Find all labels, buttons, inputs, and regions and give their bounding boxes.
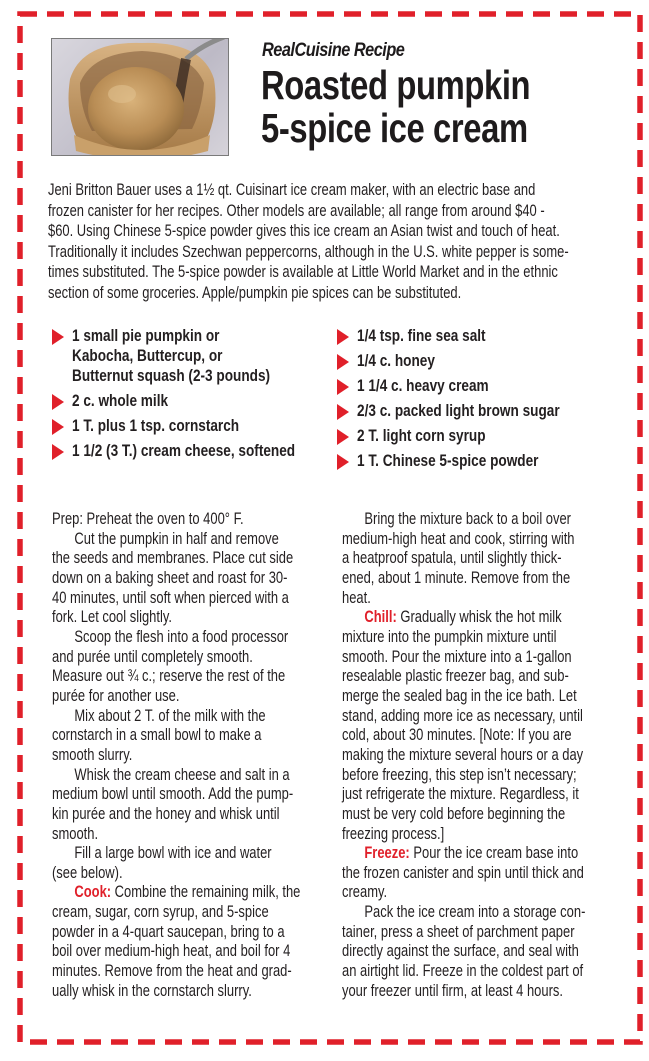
direction-text: purée for another use. — [52, 686, 180, 705]
intro-line: Jeni Britton Bauer uses a 1½ qt. Cuisinart ice cream maker, with an electric base and — [48, 181, 536, 199]
direction-text: Bring the mixture back to a boil over — [364, 510, 571, 528]
direction-text: your freezer until firm, at least 4 hours. — [342, 981, 563, 1000]
direction-line — [52, 766, 324, 786]
bullet-triangle-icon — [337, 404, 349, 420]
direction-text: down on a baking sheet and roast for 30- — [52, 568, 288, 587]
direction-line — [342, 962, 614, 982]
direction-text: Whisk the cream cheese and salt in a — [74, 765, 290, 784]
direction-line — [342, 864, 614, 884]
direction-line — [52, 805, 324, 825]
direction-text: creamy. — [342, 883, 388, 902]
step-label: Freeze: — [364, 844, 410, 863]
direction-line — [342, 648, 614, 668]
direction-text: cornstarch in a small bowl to make a — [52, 726, 262, 745]
ingredient-item — [52, 326, 344, 385]
bullet-triangle-icon — [337, 429, 349, 445]
direction-text: boil over medium-high heat, and boil for 4 — [52, 942, 291, 961]
direction-text: tainer, press a sheet of parchment paper — [342, 922, 575, 941]
intro-line: section of some groceries. Apple/pumpkin pie spices can be substituted. — [48, 283, 462, 302]
ingredient-text: 1 small pie pumpkin or — [72, 326, 220, 345]
ingredient-text: 2 T. light corn syrup — [357, 425, 486, 445]
direction-text: Pour the ice cream base into — [409, 844, 579, 863]
direction-text: just refrigerate the mixture. Regardless, it — [342, 785, 579, 804]
title-line: 5-spice ice cream — [261, 105, 528, 151]
direction-line — [52, 589, 324, 609]
direction-line — [342, 903, 614, 923]
direction-line — [52, 530, 324, 550]
direction-line — [52, 962, 324, 982]
direction-text: medium-high heat and cook, stirring with — [342, 529, 575, 548]
bullet-triangle-icon — [337, 454, 349, 470]
direction-text: smooth. — [52, 824, 99, 843]
direction-line — [52, 864, 324, 884]
direction-text: minutes. Remove from the heat and grad- — [52, 962, 292, 981]
bullet-triangle-icon — [337, 354, 349, 370]
direction-text: medium bowl until smooth. Add the pump- — [52, 785, 294, 804]
intro-line: frozen canister for her recipes. Other models are available; all range from around $40 - — [48, 201, 545, 220]
direction-line — [342, 942, 614, 962]
recipe-title — [261, 64, 530, 150]
direction-text: heat. — [342, 588, 371, 607]
direction-text: before freezing, this step isn’t necessary; — [342, 765, 577, 784]
ingredients-list-left — [52, 326, 344, 466]
intro-line: $60. Using Chinese 5-spice powder gives this ice cream an Asian twist and touch of heat. — [48, 222, 560, 241]
direction-line — [52, 608, 324, 628]
ice-cream-photo — [51, 38, 229, 156]
direction-text: ened, about 1 minute. Remove from the — [342, 568, 571, 587]
direction-text: Combine the remaining milk, the — [111, 883, 301, 902]
directions-column-left — [52, 510, 324, 1001]
direction-line — [52, 923, 324, 943]
ingredients-list-right — [337, 326, 604, 476]
direction-text: mixture into the pumpkin mixture until — [342, 627, 557, 646]
ingredient-item — [337, 326, 604, 346]
bullet-triangle-icon — [52, 419, 64, 435]
direction-text: a heatproof spatula, until slightly thick- — [342, 549, 562, 568]
ingredient-item — [337, 401, 604, 421]
ingredient-text: 1/4 c. honey — [357, 350, 435, 370]
ingredient-text: 1 T. Chinese 5-spice powder — [357, 450, 539, 470]
direction-text: merge the sealed bag in the ice bath. Let — [342, 686, 577, 705]
direction-text: an airtight lid. Freeze in the coldest part of — [342, 962, 584, 981]
direction-line — [342, 667, 614, 687]
ingredient-item — [52, 441, 344, 461]
directions-column-right — [342, 510, 614, 1001]
direction-line — [342, 883, 614, 903]
direction-text: Mix about 2 T. of the milk with the — [74, 706, 266, 725]
direction-line — [342, 628, 614, 648]
direction-line — [52, 648, 324, 668]
ingredient-item — [52, 391, 344, 411]
direction-text: Cut the pumpkin in half and remove — [74, 529, 279, 548]
direction-line — [342, 785, 614, 805]
step-label: Cook: — [74, 883, 112, 902]
direction-text: cream, sugar, corn syrup, and 5-spice — [52, 903, 269, 922]
direction-line — [52, 942, 324, 962]
ingredient-text: 1 1/2 (3 T.) cream cheese, softened — [72, 440, 296, 460]
direction-line — [52, 667, 324, 687]
direction-text: powder in a 4-quart saucepan, bring to a — [52, 922, 285, 941]
direction-line — [52, 569, 324, 589]
direction-text: making the mixture several hours or a day — [342, 745, 584, 764]
direction-line — [52, 510, 324, 530]
direction-step-heading-line — [52, 883, 324, 903]
bullet-triangle-icon — [52, 444, 64, 460]
ingredient-text: 1/4 tsp. fine sea salt — [357, 326, 486, 345]
ingredient-text: Butternut squash (2-3 pounds) — [72, 365, 271, 385]
direction-line — [342, 569, 614, 589]
ingredient-item — [337, 426, 604, 446]
direction-line — [52, 628, 324, 648]
direction-text: and purée until completely smooth. — [52, 647, 253, 666]
direction-step-heading-line — [342, 844, 614, 864]
direction-line — [342, 766, 614, 786]
intro-line: Traditionally it includes Szechwan peppercorns, although in the U.S. white pepper is some- — [48, 242, 569, 261]
bullet-triangle-icon — [52, 394, 64, 410]
direction-text: cold, about 30 minutes. [Note: If you are — [342, 726, 572, 745]
direction-text: directly against the surface, and seal with — [342, 942, 579, 961]
ingredient-text: 1 1/4 c. heavy cream — [357, 375, 489, 395]
direction-text: the seeds and membranes. Place cut side — [52, 549, 294, 568]
direction-text: smooth slurry. — [52, 745, 133, 764]
intro-paragraph — [48, 180, 624, 304]
ingredient-item — [337, 376, 604, 396]
intro-line: times substituted. The 5-spice powder is available at Little World Market and in the ethnic — [48, 263, 558, 282]
direction-line — [52, 903, 324, 923]
direction-line — [52, 549, 324, 569]
direction-text: stand, adding more ice as necessary, until — [342, 706, 583, 725]
ingredient-item — [52, 416, 344, 436]
direction-text: Pack the ice cream into a storage con- — [364, 903, 586, 922]
direction-text: (see below). — [52, 863, 123, 882]
direction-line — [52, 707, 324, 727]
direction-line — [342, 825, 614, 845]
direction-text: ually whisk in the cornstarch slurry. — [52, 981, 252, 1000]
direction-line — [342, 687, 614, 707]
direction-text: fork. Let cool slightly. — [52, 608, 172, 627]
recipe-kicker: RealCuisine Recipe — [262, 40, 405, 61]
direction-line — [52, 687, 324, 707]
bullet-triangle-icon — [337, 329, 349, 345]
direction-line — [52, 785, 324, 805]
direction-step-heading-line — [342, 608, 614, 628]
direction-line — [342, 707, 614, 727]
bullet-triangle-icon — [337, 379, 349, 395]
direction-text: must be very cold before beginning the — [342, 804, 566, 823]
ingredient-item — [337, 451, 604, 471]
direction-line — [342, 726, 614, 746]
title-line: Roasted pumpkin — [261, 62, 531, 108]
ingredient-item — [337, 351, 604, 371]
direction-text: smooth. Pour the mixture into a 1-gallon — [342, 647, 572, 666]
direction-line — [52, 746, 324, 766]
direction-text: Prep: Preheat the oven to 400° F. — [52, 510, 244, 528]
direction-text: Scoop the flesh into a food processor — [74, 627, 289, 646]
direction-text: kin purée and the honey and whisk until — [52, 804, 280, 823]
ingredient-text: 1 T. plus 1 tsp. cornstarch — [72, 415, 240, 435]
direction-text: the frozen canister and spin until thick and — [342, 863, 584, 882]
ingredient-text: Kabocha, Buttercup, or — [72, 345, 223, 365]
ingredient-text: 2/3 c. packed light brown sugar — [357, 400, 560, 420]
direction-line — [52, 982, 324, 1002]
direction-text: resealable plastic freezer bag, and sub- — [342, 667, 569, 686]
direction-line — [342, 982, 614, 1002]
bullet-triangle-icon — [52, 329, 64, 345]
direction-text: freezing process.] — [342, 824, 445, 843]
ice-cream-image — [52, 39, 229, 156]
direction-line — [52, 726, 324, 746]
direction-text: Measure out ¾ c.; reserve the rest of the — [52, 667, 286, 686]
direction-line — [342, 510, 614, 530]
step-label: Chill: — [364, 608, 397, 627]
direction-line — [342, 923, 614, 943]
direction-text: Fill a large bowl with ice and water — [74, 844, 272, 863]
direction-text: Gradually whisk the hot milk — [396, 608, 562, 627]
direction-line — [52, 825, 324, 845]
direction-line — [342, 805, 614, 825]
direction-line — [52, 844, 324, 864]
direction-line — [342, 746, 614, 766]
direction-text: 40 minutes, until soft when pierced with a — [52, 588, 289, 607]
direction-line — [342, 549, 614, 569]
direction-line — [342, 589, 614, 609]
ingredient-text: 2 c. whole milk — [72, 390, 169, 410]
direction-line — [342, 530, 614, 550]
